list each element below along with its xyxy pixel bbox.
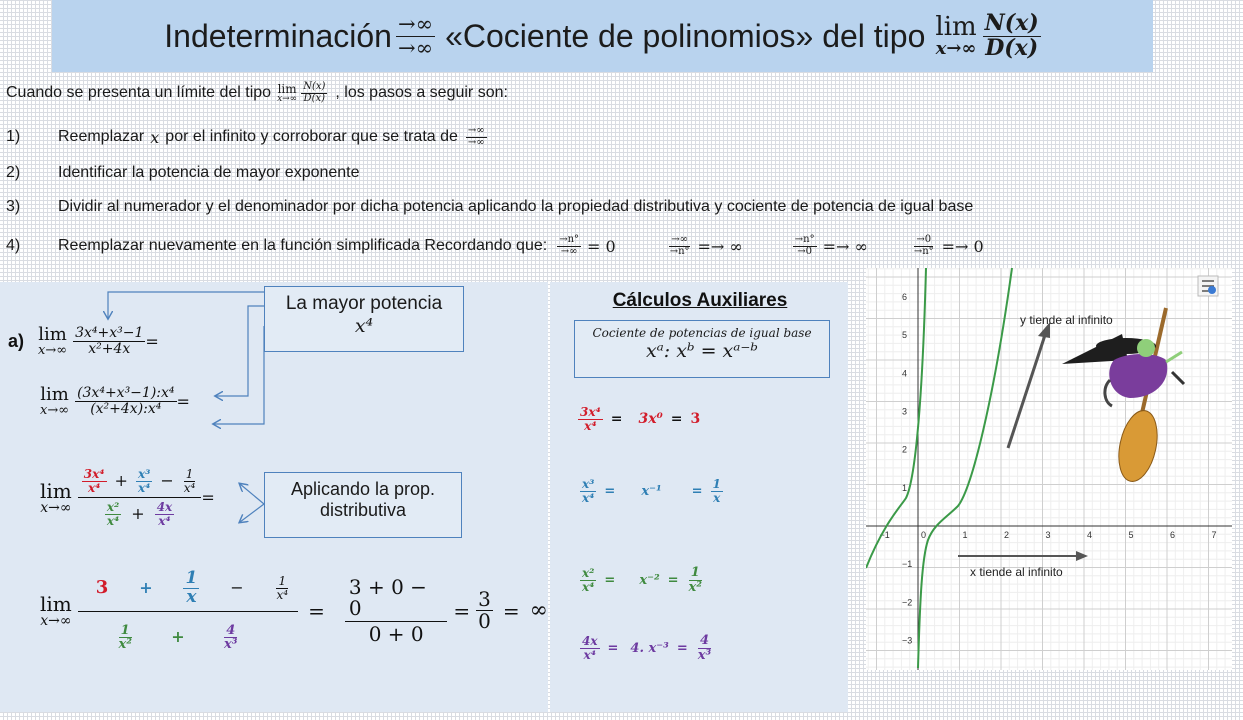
aux-row-1: $\frac{\text{3x⁴}}{\text{x⁴}}$ = 3x⁰ = 3: [580, 405, 701, 433]
title-banner: [52, 0, 1153, 72]
y-tick-label: 5: [902, 330, 908, 341]
title-text-start: Indeterminación: [164, 17, 392, 54]
intro-quotient: $\frac{N(x)}{D(x)}$: [303, 81, 326, 104]
aux-title: Cálculos Auxiliares: [612, 290, 788, 311]
graph-menu-icon[interactable]: [1198, 276, 1218, 296]
title-limit: lim x→∞: [935, 12, 977, 59]
arrow-to-numerator: [216, 306, 264, 396]
callout-distributive: Aplicando la prop. distributiva: [264, 472, 462, 538]
arrow-to-denominator: [214, 326, 264, 424]
title-quotient: $\frac{N(x)}{D(x)}$: [984, 10, 1039, 61]
x-tick-label: 4: [1087, 530, 1093, 540]
original-quotient: $\frac{\text{3x⁴+x³−1}}{\text{x²+4x}}$: [75, 325, 144, 357]
x-tick-label: 0: [921, 530, 927, 540]
graph-canvas: [866, 268, 1232, 670]
term-1-over-x4: $\frac{1}{\text{x⁴}}$: [276, 574, 289, 602]
arrow-to-first-limit: [108, 292, 264, 318]
aux-row-2: $\frac{\text{x³}}{\text{x⁴}}$ = x⁻¹ = $\frac{1}{x}$: [582, 477, 721, 505]
y-tick-label: −2: [902, 597, 913, 608]
expression-step-2: lim x→∞ $\frac{\text{(3x⁴+x³−1):x⁴}}{\text{(x²+4x):x⁴}}$ =: [40, 384, 190, 418]
final-result: ∞: [529, 598, 548, 624]
y-tick-label: 3: [902, 406, 908, 417]
limit-operator: lim x→∞: [40, 384, 70, 418]
aux-row-4-result: $\frac{4}{\text{x³}}$: [697, 633, 712, 663]
power-quotient-rule-box: Cociente de potencias de igual base xᵃ: xᵇ = xᵃ⁻ᵇ: [574, 320, 830, 378]
rule-1-fraction: $\frac{\to n^\circ}{\to\infty}$: [559, 234, 580, 257]
aux-row-4: $\frac{4x}{\text{x⁴}}$ = 4. x⁻³ = $\frac{4}{\text{x³}}$: [582, 633, 712, 663]
intro-limit: lim x→∞: [277, 81, 298, 104]
limit-operator: lim x→∞: [40, 591, 72, 629]
y-infinity-arrow: [1008, 332, 1046, 448]
simplified-numerator: 3 + $\frac{1}{x}$ − $\frac{1}{\text{x⁴}}$: [78, 570, 298, 612]
simplified-quotient: [78, 570, 298, 652]
step-2: 2) Identificar la potencia de mayor exponente: [6, 164, 360, 181]
evaluated-quotient: $\frac{3 + 0 - 0}{0 + 0}$: [345, 577, 448, 645]
step-1: 1) Reemplazar x por el infinito y corroborar que se trata de $\frac{\to\infty}{\to\infty}$: [6, 125, 485, 148]
witch-illustration: [1062, 308, 1184, 485]
title-indeterminate-fraction: $\frac{\to\infty}{\to\infty}$: [397, 12, 434, 60]
y-tick-label: −3: [902, 635, 913, 646]
term-1-over-x: $\frac{1}{x}$: [185, 568, 198, 607]
divided-quotient: $\frac{\text{(3x⁴+x³−1):x⁴}}{\text{(x²+4x):x⁴}}$: [77, 385, 175, 417]
x-tick-label: 5: [1128, 530, 1134, 540]
title-text-middle: «Cociente de polinomios» del tipo: [445, 17, 926, 54]
y-tick-label: 2: [902, 444, 908, 455]
limit-operator: lim x→∞: [38, 324, 68, 358]
aux-row-3-fraction: $\frac{\text{x²}}{\text{x⁴}}$: [582, 566, 595, 594]
aux-row-2-fraction: $\frac{\text{x³}}{\text{x⁴}}$: [582, 477, 595, 505]
aux-row-3-result: $\frac{1}{\text{x²}}$: [688, 565, 702, 595]
callout-highest-power: La mayor potencia x⁴: [264, 286, 464, 352]
x-infinity-label: x tiende al infinito: [970, 565, 1063, 579]
distributed-quotient: [78, 468, 202, 527]
auxiliary-calculations-panel: [550, 282, 848, 712]
simplified-denominator: $\frac{1}{\text{x²}}$ + $\frac{4}{\text{x³}}$: [118, 622, 238, 653]
rule-4-fraction: $\frac{\to 0}{\to n^\circ}$: [913, 234, 934, 257]
x-tick-label: 1: [962, 530, 968, 540]
term-x3-over-x4: $\frac{\text{x³}}{\text{x⁴}}$: [137, 467, 151, 495]
term-1-over-x4: $\frac{1}{\text{x⁴}}$: [183, 467, 196, 495]
term-4-over-x3: $\frac{4}{\text{x³}}$: [223, 622, 238, 653]
worked-example-panel: [0, 282, 548, 712]
step-3: 3) Dividir al numerador y el denominador por dicha potencia aplicando la propiedad distributiva y cociente de potencia de igual base: [6, 198, 974, 215]
rule-3-fraction: $\frac{\to n^\circ}{\to 0}$: [794, 234, 815, 257]
arrow-to-num-terms: [240, 484, 264, 504]
step-1-fraction: $\frac{\to\infty}{\to\infty}$: [467, 125, 485, 148]
result-quotient: $\frac{3}{0}$: [478, 587, 491, 634]
term-1-over-x2: $\frac{1}{\text{x²}}$: [118, 622, 132, 653]
aux-row-1-fraction: $\frac{\text{3x⁴}}{\text{x⁴}}$: [580, 405, 601, 433]
expression-step-3: lim x→∞ $\frac{\text{3x⁴}}{\text{x⁴}}$ + $\frac{\text{x³}}{\text{x⁴}}$ − $\frac{1}{\text{x⁴}}$ $\frac{\text{x²}}{\text{x⁴}}$ + $\frac{4x}{\text{x⁴}}$ =: [40, 467, 215, 528]
intro-line: Cuando se presenta un límite del tipo lim x→∞ $\frac{N(x)}{D(x)}$ , los pasos a seguir son:: [6, 81, 508, 104]
expression-step-1: a) lim x→∞ $\frac{\text{3x⁴+x³−1}}{\text{x²+4x}}$ =: [8, 324, 159, 358]
x-tick-label: 6: [1170, 530, 1176, 540]
y-tick-label: 6: [902, 291, 908, 302]
limit-operator: lim x→∞: [40, 478, 72, 516]
x-tick-label: −1: [879, 530, 890, 540]
aux-row-4-fraction: $\frac{4x}{\text{x⁴}}$: [582, 634, 598, 662]
arrow-to-den-terms: [240, 504, 264, 522]
rule-2-fraction: $\frac{\to\infty}{\to n^\circ}$: [669, 234, 690, 257]
y-tick-label: −1: [902, 559, 913, 570]
distributed-denominator: $\frac{\text{x²}}{\text{x⁴}}$ + $\frac{4x}{\text{x⁴}}$: [106, 500, 173, 528]
x-tick-label: 2: [1004, 530, 1010, 540]
step-4: 4) Reemplazar nuevamente en la función simplificada Recordando que: $\frac{\to n^\circ}{\to\infty}$ = 0 $\frac{\to\infty}{\to n^\circ}$ =→ ∞ $\frac{\to n^\circ}{\to 0}$ =→ ∞ $\frac{\to 0}{\to n^\circ}$ =→ 0: [6, 234, 984, 257]
y-tick-label: 4: [902, 368, 908, 379]
y-tick-label: 1: [902, 482, 908, 493]
term-3x4-over-x4: $\frac{\text{3x⁴}}{\text{x⁴}}$: [83, 467, 105, 495]
term-x2-over-x4: $\frac{\text{x²}}{\text{x⁴}}$: [106, 500, 120, 528]
aux-row-3: $\frac{\text{x²}}{\text{x⁴}}$ = x⁻² = $\frac{1}{\text{x²}}$: [582, 565, 702, 595]
expression-step-4: lim x→∞ 3 + $\frac{1}{x}$ − $\frac{1}{\text{x⁴}}$ $\frac{1}{\text{x²}}$ + $\frac{4}{\text{x³}}$ = $\frac{3 + 0 - 0}{0 + 0}$ = $\frac{3}{0}$ = ∞: [40, 568, 548, 653]
aux-row-2-result: $\frac{1}{x}$: [712, 477, 721, 505]
function-graph: [866, 268, 1232, 670]
distributed-numerator: $\frac{\text{3x⁴}}{\text{x⁴}}$ + $\frac{\text{x³}}{\text{x⁴}}$ − $\frac{1}{\text{x⁴}}$: [78, 468, 202, 498]
x-tick-label: 7: [1211, 530, 1217, 540]
y-infinity-label: y tiende al infinito: [1020, 313, 1113, 327]
term-4x-over-x4: $\frac{4x}{\text{x⁴}}$: [156, 500, 173, 528]
x-tick-label: 3: [1045, 530, 1051, 540]
